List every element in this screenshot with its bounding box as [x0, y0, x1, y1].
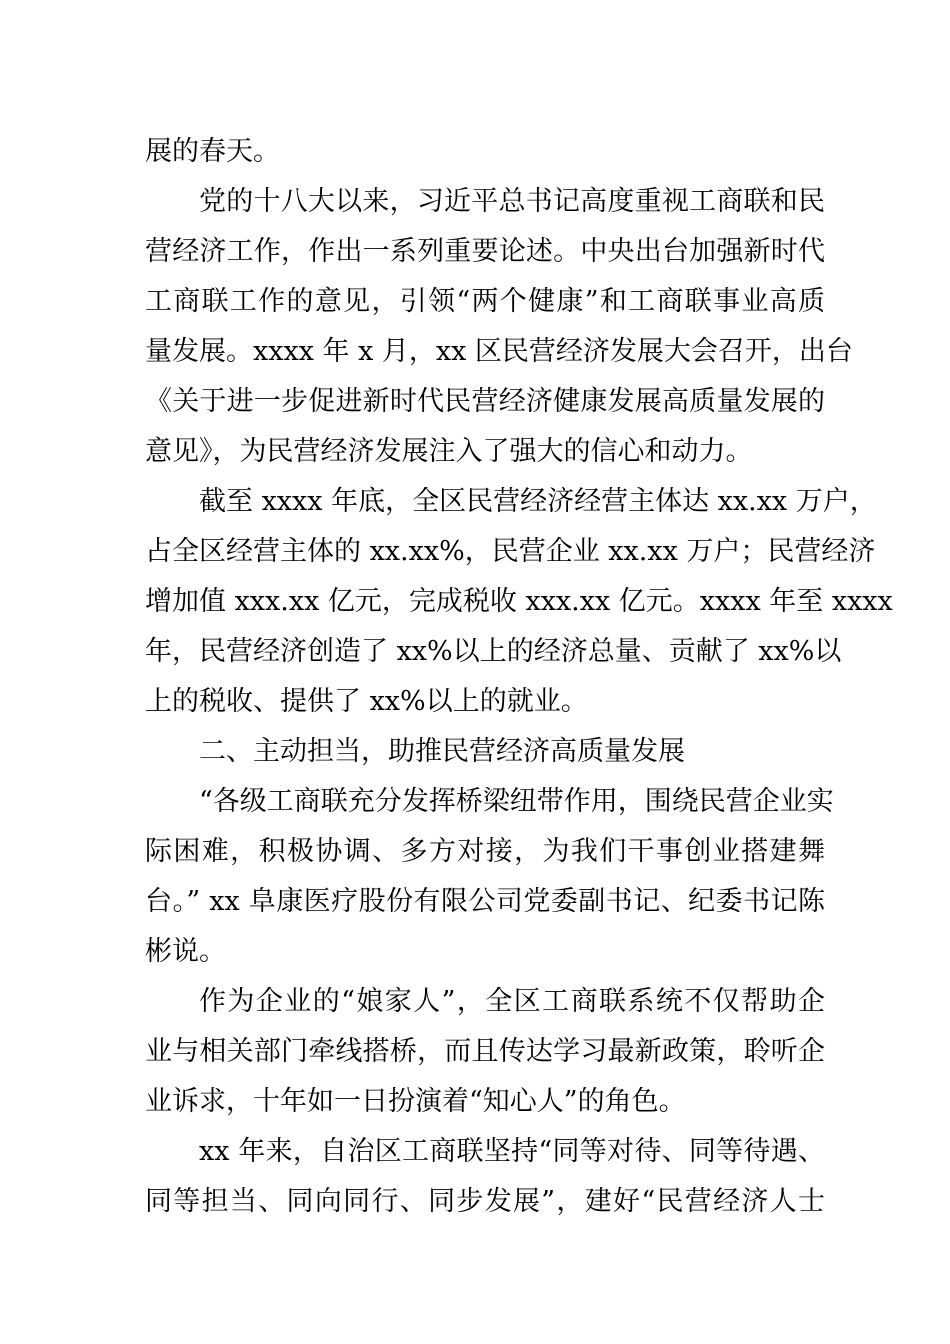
paragraph-first-line: 作为企业的“娘家人”，全区工商联系统不仅帮助企: [199, 986, 825, 1017]
text-line: 意见》，为民营经济发展注入了强大的信心和动力。: [145, 436, 753, 467]
text-line: 台。” xx 阜康医疗股份有限公司党委副书记、纪委书记陈: [145, 886, 825, 917]
text-line: 量发展。xxxx 年 x 月，xx 区民营经济发展大会召开，出台: [145, 336, 853, 367]
text-line: 工商联工作的意见，引领“两个健康”和工商联事业高质: [145, 286, 825, 317]
text-line: 上的税收、提供了 xx%以上的就业。: [145, 686, 588, 717]
text-line: 同等担当、同向同行、同步发展”，建好“民营经济人士: [145, 1186, 825, 1217]
text-line: 业诉求，十年如一日扮演着“知心人”的角色。: [145, 1086, 686, 1117]
text-line: 际困难，积极协调、多方对接，为我们干事创业搭建舞: [145, 836, 825, 867]
text-line: 《关于进一步促进新时代民营经济健康发展高质量发展的: [145, 386, 825, 417]
text-line: 增加值 xxx.xx 亿元，完成税收 xxx.xx 亿元。xxxx 年至 xxxx: [145, 586, 893, 617]
paragraph-first-line: xx 年来，自治区工商联坚持“同等对待、同等待遇、: [199, 1136, 825, 1167]
text-line: 占全区经营主体的 xx.xx%，民营企业 xx.xx 万户；民营经济: [145, 536, 876, 567]
paragraph-first-line: 截至 xxxx 年底，全区民营经济经营主体达 xx.xx 万户，: [199, 486, 877, 517]
text-line: 展的春天。: [145, 136, 280, 167]
text-line: 营经济工作，作出一系列重要论述。中央出台加强新时代: [145, 236, 825, 267]
paragraph-first-line: 党的十八大以来，习近平总书记高度重视工商联和民: [199, 186, 825, 217]
paragraph-first-line: “各级工商联充分发挥桥梁纽带作用，围绕民营企业实: [199, 786, 834, 817]
section-heading: 二、主动担当，助推民营经济高质量发展: [199, 736, 685, 767]
text-line: 年，民营经济创造了 xx%以上的经济总量、贡献了 xx%以: [145, 636, 842, 667]
text-line: 业与相关部门牵线搭桥，而且传达学习最新政策，聆听企: [145, 1036, 825, 1067]
text-line: 彬说。: [145, 936, 226, 967]
